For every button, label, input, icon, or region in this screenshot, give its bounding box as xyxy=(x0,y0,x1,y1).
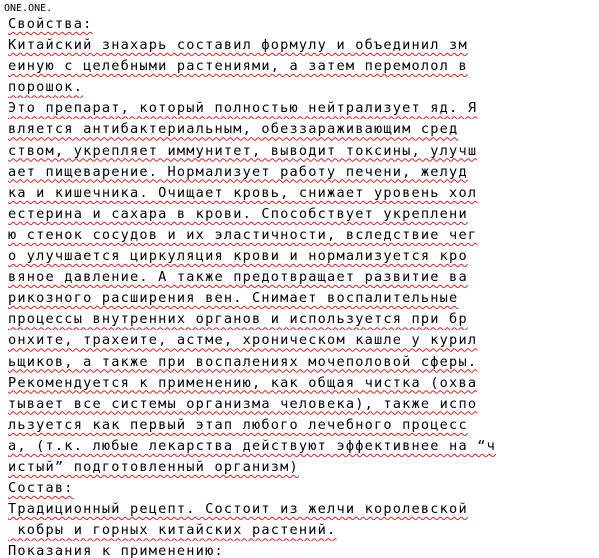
text-line: рикозного расширения вен. Снимает воспалительные xyxy=(8,290,459,307)
text-line: Это препарат, который полностью нейтрализует яд. Я xyxy=(8,100,478,117)
text-line: а, (т.к. любые лекарства действуют эффективнее на “ч xyxy=(8,437,496,454)
page-header: ONE.ONE. xyxy=(4,3,53,14)
text-line: льзуется как первый этап любого лечебного процесс xyxy=(8,416,468,433)
text-line: Традиционный рецепт. Состоит из желчи королевской xyxy=(8,501,468,518)
text-line: ьщиков, а также при воспалениях мочеполовой сферы. xyxy=(8,353,478,370)
text-line: процессы внутренних органов и используется при бр xyxy=(8,311,468,328)
text-line: ством, укрепляет иммунитет, выводит токсины, улучш xyxy=(8,142,478,159)
heading-indications: Показания к применению: xyxy=(8,543,224,558)
text-line: Рекомендуется к применению, как общая чистка (охва xyxy=(8,374,478,391)
text-line: тывает все системы организма человека), также испо xyxy=(8,395,478,412)
text-line: онхите, трахеите, астме, хроническом кашле у курил xyxy=(8,332,478,349)
text-line: ка и кишечника. Очищает кровь, снижает уровень хол xyxy=(8,184,478,201)
text-line: о улучшается циркуляция крови и нормализуется кро xyxy=(8,248,468,265)
text-line: Китайский знахарь составил формулу и объединил зм xyxy=(8,37,468,54)
text-line: порошок. xyxy=(8,79,84,96)
text-line: истый” подготовленный организм) xyxy=(8,458,299,475)
text-line: ю стенок сосудов и их эластичности, вследствие чег xyxy=(8,226,478,243)
text-line: естерина и сахара в крови. Способствует укреплени xyxy=(8,205,468,222)
heading-composition: Состав: xyxy=(8,480,74,497)
text-line: ает пищеварение. Нормализует работу печени, желуд xyxy=(8,163,468,180)
text-line: кобры и горных китайских растений. xyxy=(8,522,337,539)
text-line: вляется антибактериальным, обеззараживающим сред xyxy=(8,121,459,138)
document-body xyxy=(8,14,593,558)
text-line: вяное давление. А также предотвращает развитие ва xyxy=(8,269,468,286)
text-line: еиную с целебными растениями, а затем перемолол в xyxy=(8,58,468,75)
heading-properties: Свойства: xyxy=(8,16,93,32)
